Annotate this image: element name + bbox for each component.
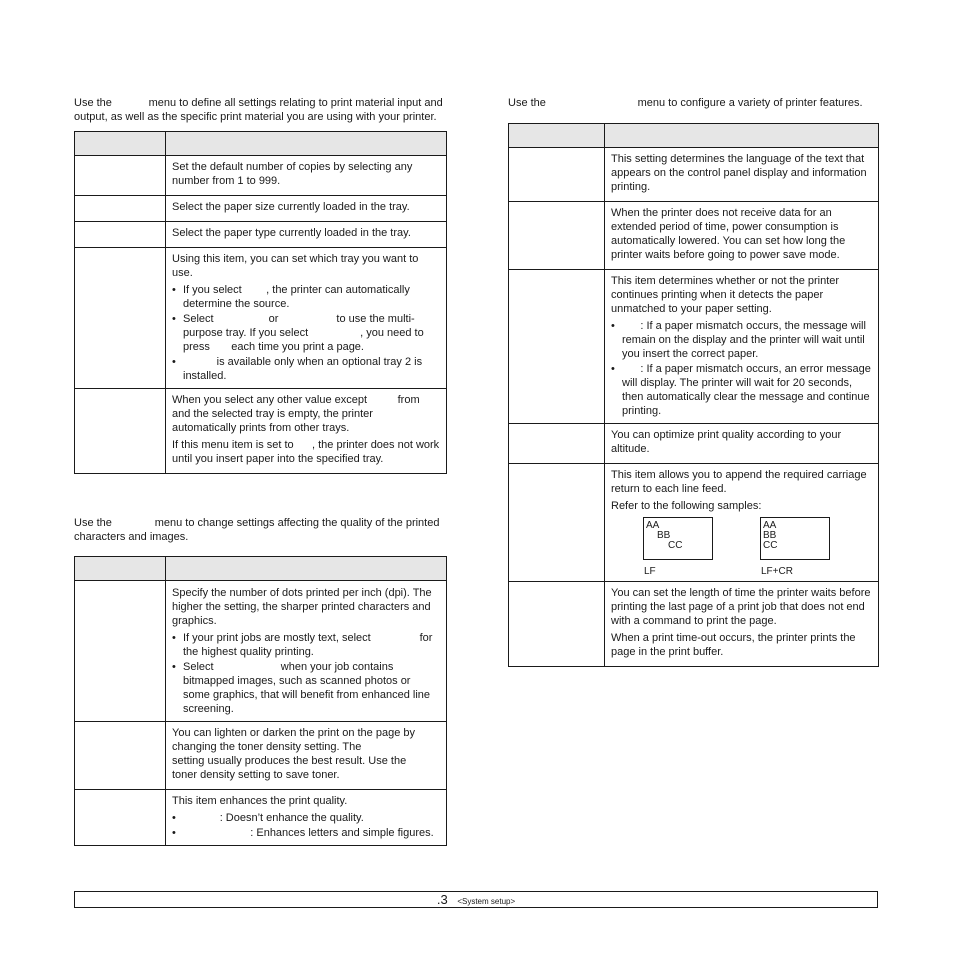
row-desc: This item allows you to append the required carriage return to each line feed. <box>611 469 867 495</box>
bullet-list <box>172 283 440 383</box>
setup-menu-intro: Use the menu to configure a variety of printer features. <box>508 97 863 109</box>
lfcr-sample-box <box>760 517 830 560</box>
sample-line: BB <box>763 530 777 541</box>
list-item: • is available only when an optional tray 2 is installed. <box>172 355 440 383</box>
table-row <box>75 248 447 389</box>
sample-line: AA <box>763 520 777 531</box>
table-row <box>75 389 447 474</box>
list-item: • If you select , the printer can automatically determine the source. <box>172 283 440 311</box>
row-desc: This setting determines the language of the text that appears on the control panel display and information printing. <box>611 153 867 193</box>
table-row <box>509 202 879 270</box>
lf-sample-box <box>643 517 713 560</box>
list-item: • Select or to use the multi-purpose tray. If you select , you need to press each time you print a page. <box>172 312 440 354</box>
list-item: • : If a paper mismatch occurs, the message will remain on the display and the printer will wait until you insert the correct paper. <box>611 319 872 361</box>
section-name: <System setup> <box>457 897 516 906</box>
sample-line: BB <box>657 530 671 541</box>
table-row <box>75 156 447 196</box>
sample-line: CC <box>763 540 778 551</box>
list-item: • : If a paper mismatch occurs, an error message will display. The printer will wait for 20 seconds, then automatically clear the message and continue printing. <box>611 362 872 418</box>
table-row <box>509 582 879 667</box>
page-footer <box>74 891 878 908</box>
row-desc: Using this item, you can set which tray you want to use. <box>172 253 419 279</box>
table-row <box>75 790 447 846</box>
setup-menu-table <box>508 123 879 667</box>
row-desc: Select the paper type currently loaded in the tray. <box>172 227 411 239</box>
right-column <box>508 96 879 667</box>
row-desc: Specify the number of dots printed per inch (dpi). The higher the setting, the sharper printed characters and graphics. <box>172 587 432 627</box>
table-row <box>75 581 447 722</box>
table-header-row <box>75 132 447 156</box>
quality-menu-intro: Use the menu to change settings affecting the quality of the printed characters and images. <box>74 517 443 543</box>
bullet-list <box>611 319 872 418</box>
table-row <box>75 722 447 790</box>
sample-line: AA <box>646 520 660 531</box>
list-item: • Select when your job contains bitmapped images, such as scanned photos or some graphics, that will benefit from enhanced line screening. <box>172 660 440 716</box>
line-feed-samples <box>611 517 872 577</box>
sample-line: CC <box>668 540 683 551</box>
row-desc: Set the default number of copies by selecting any number from 1 to 999. <box>172 161 413 187</box>
row-desc: If this menu item is set to , the printer does not work until you insert paper into the specified tray. <box>172 439 443 465</box>
row-desc: This item enhances the print quality. <box>172 795 348 807</box>
row-desc: When a print time-out occurs, the printer prints the page in the print buffer. <box>611 632 856 658</box>
paper-menu-intro: Use the menu to define all settings relating to print material input and output, as well as the specific print material you are using with your printer. <box>74 97 446 123</box>
lf-caption: LF <box>644 566 656 577</box>
row-desc: You can set the length of time the printer waits before printing the last page of a print job that does not end with a command to print the page. <box>611 587 871 627</box>
table-row <box>509 464 879 582</box>
table-row <box>509 148 879 202</box>
list-item: • If your print jobs are mostly text, select for the highest quality printing. <box>172 631 440 659</box>
row-desc: You can lighten or darken the print on the page by changing the toner density setting. The setting usually produces the best result. Use the toner density setting to save toner. <box>172 727 443 781</box>
page-number: .3 <box>436 892 448 907</box>
list-item: • : Doesn’t enhance the quality. <box>172 811 440 825</box>
row-desc: This item determines whether or not the printer continues printing when it detects the paper unmatched to your paper setting. <box>611 275 840 315</box>
row-desc: When the printer does not receive data for an extended period of time, power consumption is automatically lowered. You can set how long the printer waits before going to power save mode. <box>611 207 846 261</box>
row-desc: Refer to the following samples: <box>611 500 762 512</box>
row-desc: When you select any other value except from and the selected tray is empty, the printer automatically prints from other trays. <box>172 394 484 434</box>
table-row <box>75 222 447 248</box>
paper-menu-table <box>74 131 484 474</box>
quality-menu-table <box>74 556 447 846</box>
table-row <box>509 270 879 424</box>
table-header-row <box>509 124 879 148</box>
table-header-row <box>75 557 447 581</box>
bullet-list <box>172 631 440 716</box>
left-column <box>74 96 484 846</box>
bullet-list <box>172 811 440 840</box>
table-row <box>509 424 879 464</box>
table-row <box>75 196 447 222</box>
list-item: • : Enhances letters and simple figures. <box>172 826 440 840</box>
row-desc: You can optimize print quality according to your altitude. <box>611 429 842 455</box>
row-desc: Select the paper size currently loaded in the tray. <box>172 201 410 213</box>
lfcr-caption: LF+CR <box>761 566 793 577</box>
